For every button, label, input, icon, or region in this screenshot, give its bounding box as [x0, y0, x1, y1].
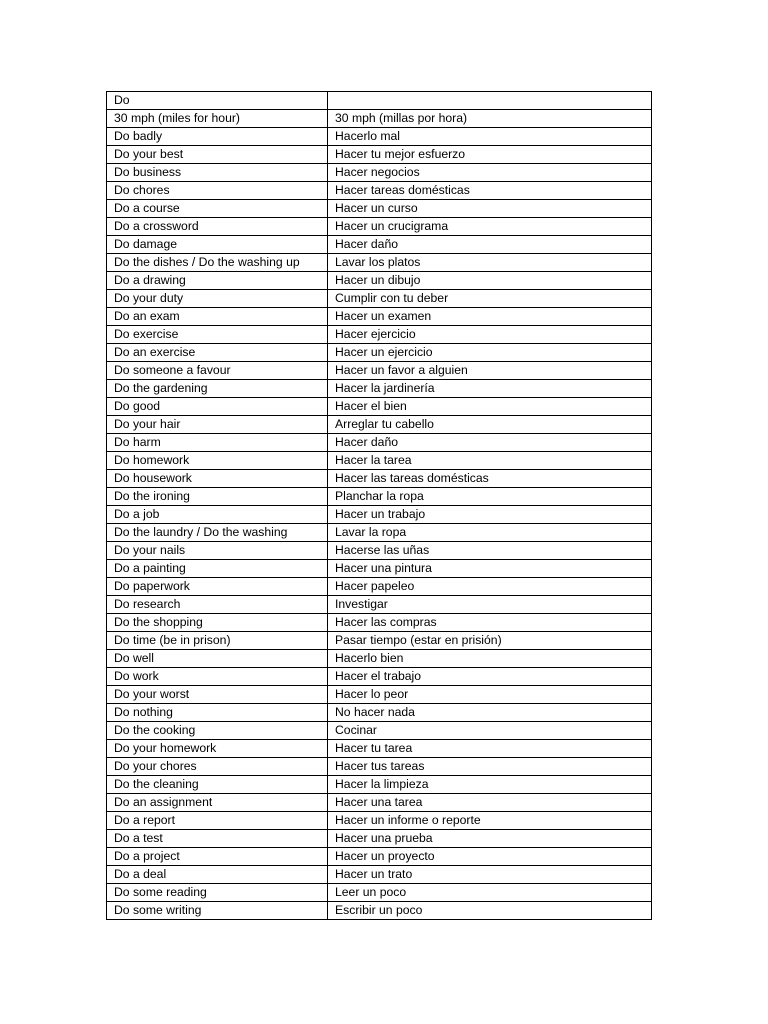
spanish-translation-cell: Hacer las tareas domésticas [328, 470, 652, 488]
spanish-translation-cell: Hacer un favor a alguien [328, 362, 652, 380]
table-row [107, 758, 652, 776]
english-phrase-cell: Do someone a favour [107, 362, 328, 380]
table-row [107, 344, 652, 362]
table-row [107, 128, 652, 146]
spanish-translation-cell: 30 mph (millas por hora) [328, 110, 652, 128]
spanish-translation-cell: Hacer ejercicio [328, 326, 652, 344]
table-row [107, 200, 652, 218]
spanish-translation-cell: Hacer una pintura [328, 560, 652, 578]
english-phrase-cell: Do your homework [107, 740, 328, 758]
english-phrase-cell: Do damage [107, 236, 328, 254]
table-row [107, 650, 652, 668]
table-row [107, 596, 652, 614]
english-phrase-cell: Do the gardening [107, 380, 328, 398]
table-row [107, 848, 652, 866]
english-phrase-cell: Do housework [107, 470, 328, 488]
english-phrase-cell: Do exercise [107, 326, 328, 344]
english-phrase-cell: Do a course [107, 200, 328, 218]
table-row [107, 668, 652, 686]
table-row [107, 740, 652, 758]
spanish-translation-cell: Hacer lo peor [328, 686, 652, 704]
table-row [107, 614, 652, 632]
spanish-translation-cell: Hacer el trabajo [328, 668, 652, 686]
table-row [107, 110, 652, 128]
spanish-translation-cell: Hacer negocios [328, 164, 652, 182]
table-row [107, 254, 652, 272]
english-phrase-cell: Do your chores [107, 758, 328, 776]
spanish-translation-cell: Cocinar [328, 722, 652, 740]
table-row [107, 416, 652, 434]
table-row [107, 398, 652, 416]
spanish-translation-cell: Hacer un proyecto [328, 848, 652, 866]
table-row [107, 92, 652, 110]
table-row [107, 236, 652, 254]
spanish-translation-cell: Hacer tu mejor esfuerzo [328, 146, 652, 164]
table-row [107, 632, 652, 650]
spanish-translation-cell: Planchar la ropa [328, 488, 652, 506]
table-row [107, 308, 652, 326]
table-row [107, 902, 652, 920]
table-row [107, 182, 652, 200]
spanish-translation-cell: Hacer el bien [328, 398, 652, 416]
english-phrase-cell: Do the cleaning [107, 776, 328, 794]
english-phrase-cell: Do time (be in prison) [107, 632, 328, 650]
spanish-translation-cell: Hacer un crucigrama [328, 218, 652, 236]
english-phrase-cell: Do homework [107, 452, 328, 470]
spanish-translation-cell: Hacer la jardinería [328, 380, 652, 398]
table-row [107, 830, 652, 848]
table-row [107, 812, 652, 830]
english-phrase-cell: Do good [107, 398, 328, 416]
spanish-translation-cell: Investigar [328, 596, 652, 614]
english-phrase-cell: Do a report [107, 812, 328, 830]
table-row [107, 488, 652, 506]
spanish-translation-cell: Hacer una tarea [328, 794, 652, 812]
table-row [107, 218, 652, 236]
spanish-translation-cell: Hacer un curso [328, 200, 652, 218]
english-phrase-cell: Do a drawing [107, 272, 328, 290]
table-row [107, 704, 652, 722]
english-phrase-cell: Do the shopping [107, 614, 328, 632]
table-row [107, 506, 652, 524]
spanish-translation-cell: Leer un poco [328, 884, 652, 902]
table-row [107, 722, 652, 740]
table-row [107, 452, 652, 470]
table-row [107, 362, 652, 380]
table-row [107, 578, 652, 596]
english-phrase-cell: Do your hair [107, 416, 328, 434]
spanish-translation-cell: Hacer tus tareas [328, 758, 652, 776]
table-row [107, 272, 652, 290]
spanish-translation-cell: Hacer daño [328, 434, 652, 452]
english-phrase-cell: Do work [107, 668, 328, 686]
table-row [107, 866, 652, 884]
table-row [107, 542, 652, 560]
english-phrase-cell: Do a crossword [107, 218, 328, 236]
english-phrase-cell: Do your best [107, 146, 328, 164]
spanish-translation-cell: No hacer nada [328, 704, 652, 722]
english-phrase-cell: Do the ironing [107, 488, 328, 506]
table-row [107, 290, 652, 308]
english-phrase-cell: Do a test [107, 830, 328, 848]
spanish-translation-cell: Hacer un trabajo [328, 506, 652, 524]
spanish-translation-cell: Hacerse las uñas [328, 542, 652, 560]
english-phrase-cell: Do the laundry / Do the washing [107, 524, 328, 542]
spanish-translation-cell: Cumplir con tu deber [328, 290, 652, 308]
spanish-translation-cell: Escribir un poco [328, 902, 652, 920]
spanish-translation-cell: Lavar la ropa [328, 524, 652, 542]
spanish-translation-cell: Hacer tareas domésticas [328, 182, 652, 200]
spanish-translation-cell [328, 92, 652, 110]
table-row [107, 884, 652, 902]
table-row [107, 146, 652, 164]
english-phrase-cell: Do harm [107, 434, 328, 452]
spanish-translation-cell: Hacer la tarea [328, 452, 652, 470]
english-phrase-cell: Do your worst [107, 686, 328, 704]
english-phrase-cell: Do nothing [107, 704, 328, 722]
english-phrase-cell: Do the cooking [107, 722, 328, 740]
spanish-translation-cell: Hacer papeleo [328, 578, 652, 596]
table-row [107, 794, 652, 812]
english-phrase-cell: Do some writing [107, 902, 328, 920]
table-row [107, 470, 652, 488]
spanish-translation-cell: Hacer un ejercicio [328, 344, 652, 362]
english-phrase-cell: Do an exercise [107, 344, 328, 362]
table-row [107, 686, 652, 704]
english-phrase-cell: Do chores [107, 182, 328, 200]
english-phrase-cell: Do your duty [107, 290, 328, 308]
spanish-translation-cell: Hacer un examen [328, 308, 652, 326]
table-row [107, 380, 652, 398]
english-phrase-cell: Do badly [107, 128, 328, 146]
english-phrase-cell: Do a painting [107, 560, 328, 578]
table-row [107, 434, 652, 452]
table-row [107, 524, 652, 542]
spanish-translation-cell: Pasar tiempo (estar en prisión) [328, 632, 652, 650]
english-phrase-cell: Do a project [107, 848, 328, 866]
english-phrase-cell: Do some reading [107, 884, 328, 902]
english-phrase-cell: Do research [107, 596, 328, 614]
spanish-translation-cell: Hacer un informe o reporte [328, 812, 652, 830]
spanish-translation-cell: Hacer una prueba [328, 830, 652, 848]
table-row [107, 776, 652, 794]
english-phrase-cell: Do a job [107, 506, 328, 524]
english-phrase-cell: Do an assignment [107, 794, 328, 812]
english-phrase-cell: Do paperwork [107, 578, 328, 596]
vocabulary-table [106, 91, 652, 920]
table-row [107, 560, 652, 578]
spanish-translation-cell: Hacer daño [328, 236, 652, 254]
spanish-translation-cell: Hacer tu tarea [328, 740, 652, 758]
english-phrase-cell: 30 mph (miles for hour) [107, 110, 328, 128]
english-phrase-cell: Do the dishes / Do the washing up [107, 254, 328, 272]
spanish-translation-cell: Hacer las compras [328, 614, 652, 632]
english-phrase-cell: Do your nails [107, 542, 328, 560]
spanish-translation-cell: Lavar los platos [328, 254, 652, 272]
english-phrase-cell: Do an exam [107, 308, 328, 326]
table-row [107, 164, 652, 182]
vocabulary-table-body [107, 92, 652, 920]
english-phrase-cell: Do [107, 92, 328, 110]
spanish-translation-cell: Arreglar tu cabello [328, 416, 652, 434]
spanish-translation-cell: Hacer la limpieza [328, 776, 652, 794]
english-phrase-cell: Do a deal [107, 866, 328, 884]
spanish-translation-cell: Hacer un trato [328, 866, 652, 884]
table-row [107, 326, 652, 344]
english-phrase-cell: Do well [107, 650, 328, 668]
spanish-translation-cell: Hacerlo bien [328, 650, 652, 668]
spanish-translation-cell: Hacerlo mal [328, 128, 652, 146]
english-phrase-cell: Do business [107, 164, 328, 182]
spanish-translation-cell: Hacer un dibujo [328, 272, 652, 290]
